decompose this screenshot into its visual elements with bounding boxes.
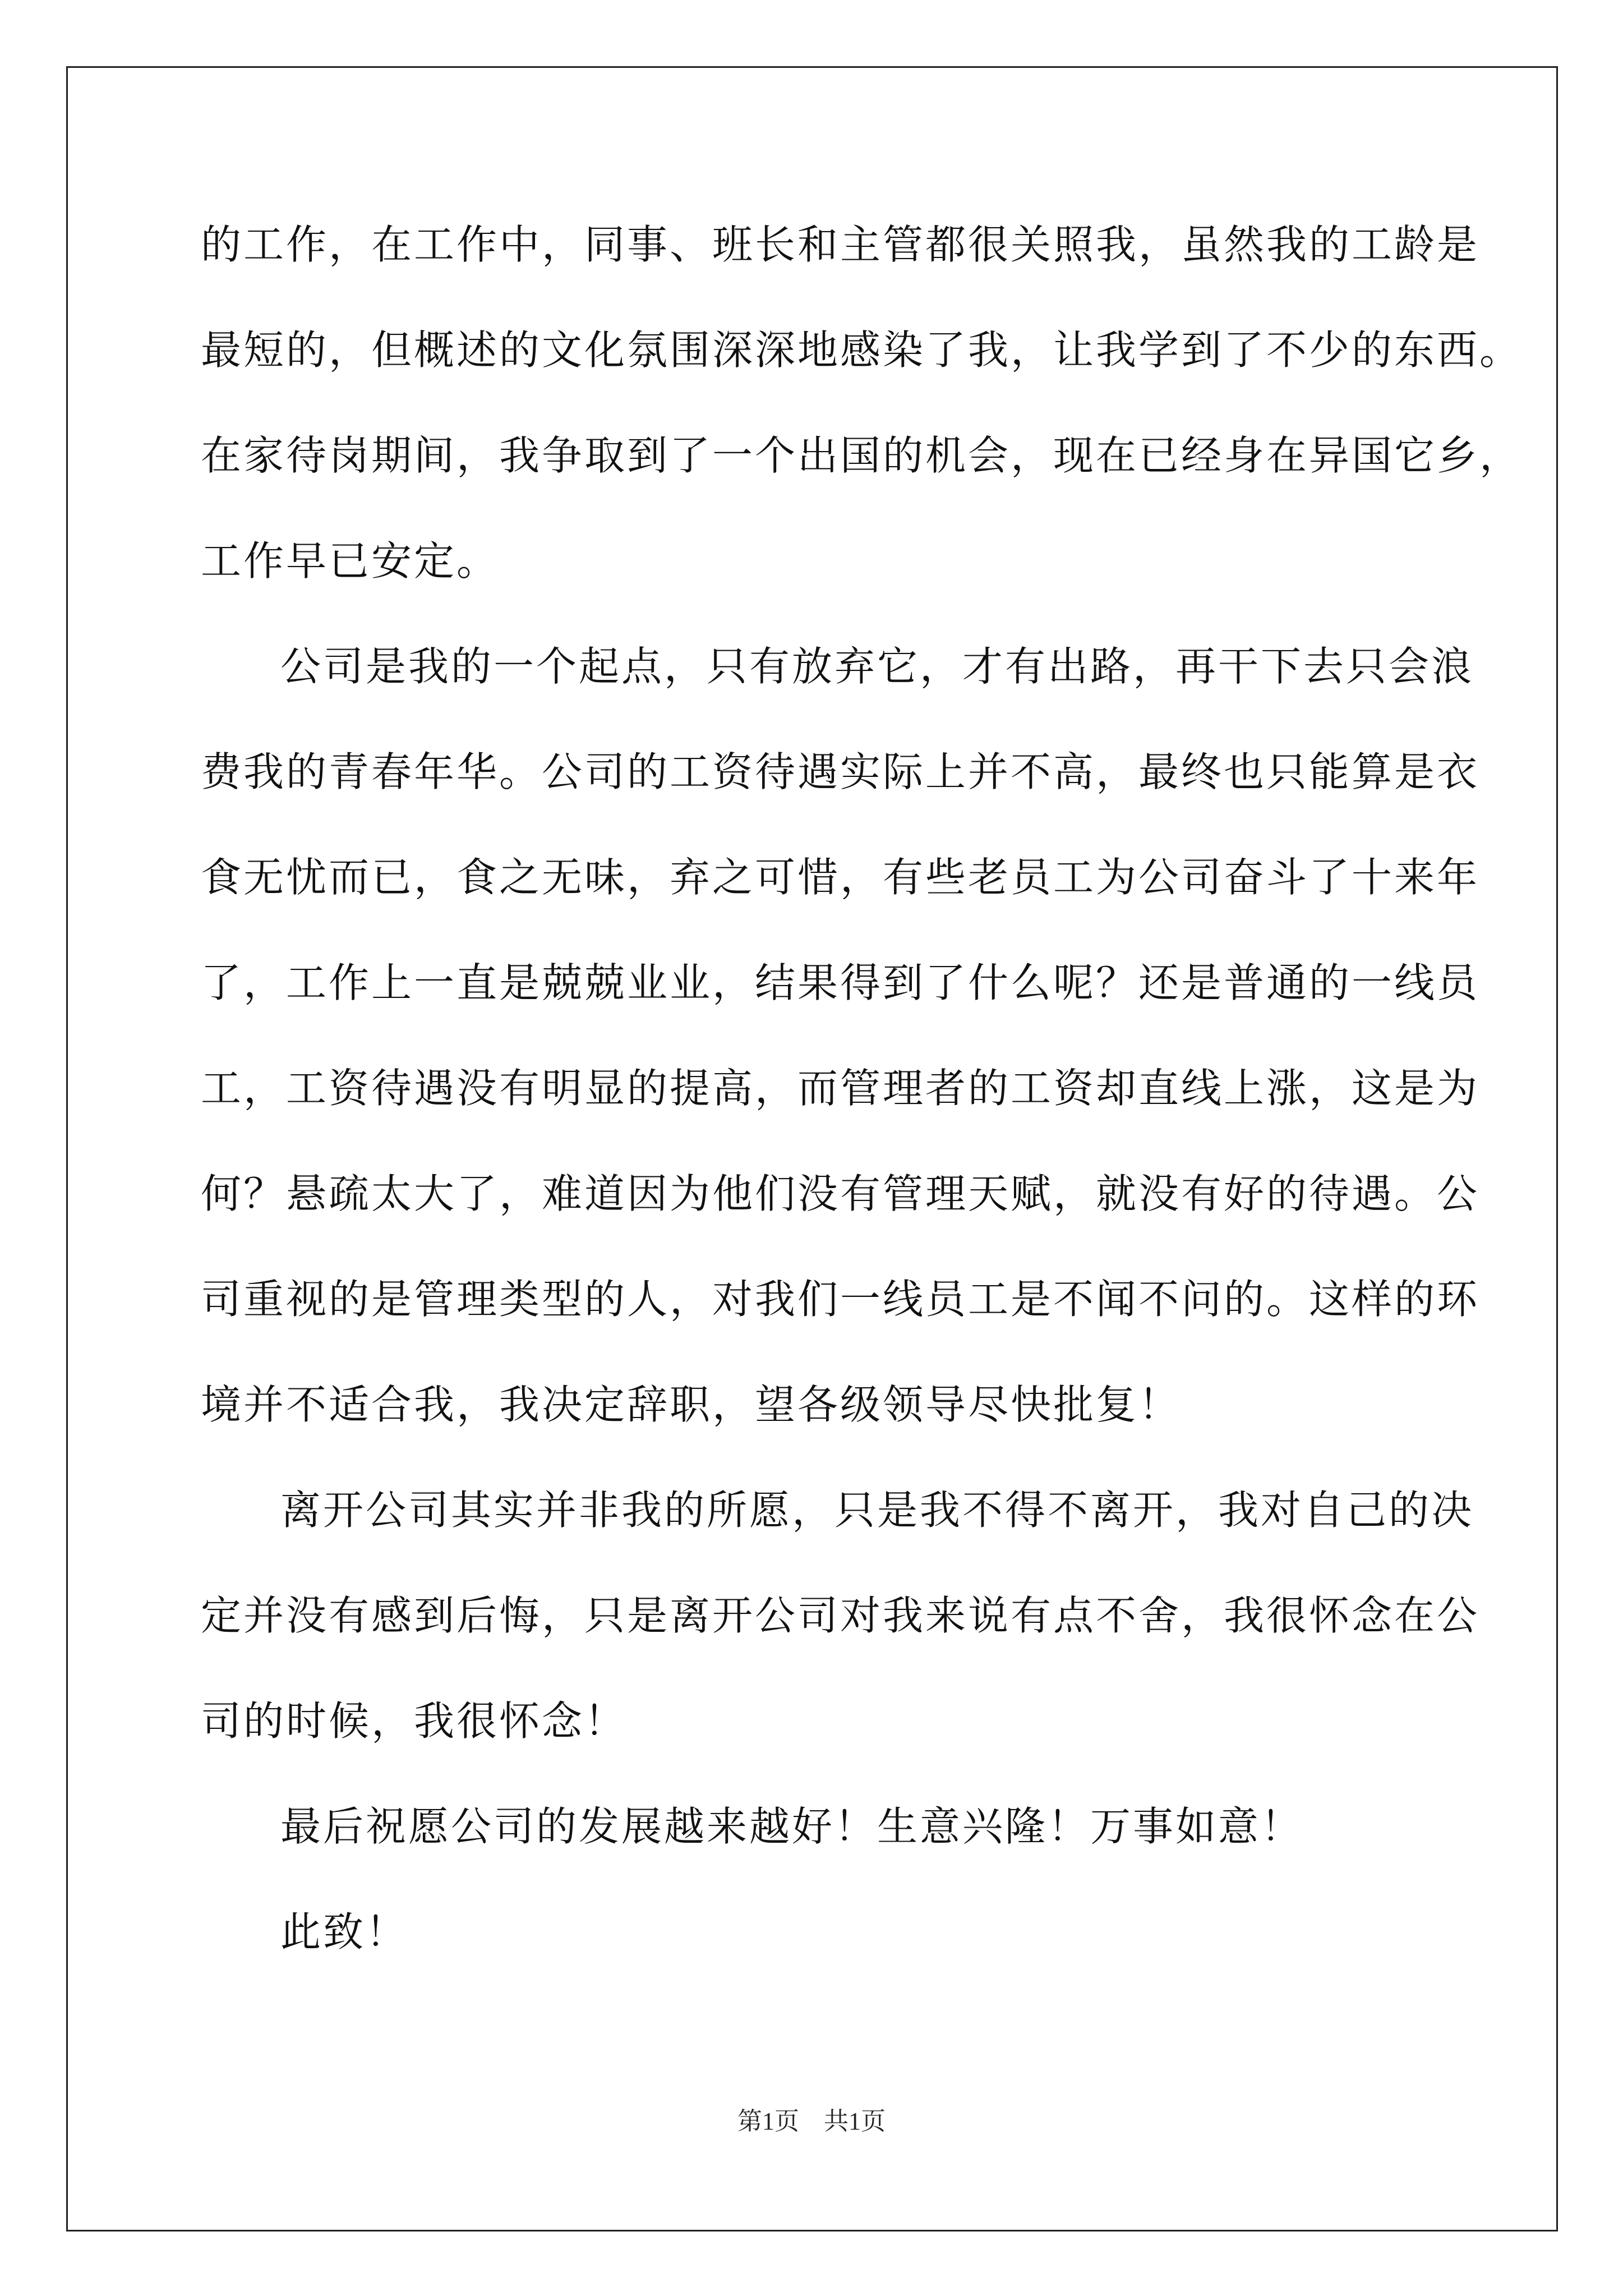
text-line-17: 此致！ (280, 1908, 409, 1955)
page-number-footer: 第1页 共1页 (737, 2108, 886, 2135)
text-line-1: 的工作，在工作中，同事、班长和主管都很关照我，虽然我的工龄是 (201, 221, 1480, 268)
text-line-15: 司的时候，我很怀念！ (201, 1697, 628, 1745)
text-line-14: 定并没有感到后悔，只是离开公司对我来说有点不舍，我很怀念在公 (201, 1592, 1480, 1639)
text-line-5: 公司是我的一个起点，只有放弃它，才有出路，再干下去只会浪 (280, 643, 1474, 690)
text-line-10: 何？悬疏太大了，难道因为他们没有管理天赋，就没有好的待遇。公 (201, 1170, 1480, 1217)
text-line-7: 食无忧而已，食之无味，弃之可惜，有些老员工为公司奋斗了十来年 (201, 854, 1480, 901)
text-line-11: 司重视的是管理类型的人，对我们一线员工是不闻不问的。这样的环 (201, 1276, 1480, 1323)
text-line-16: 最后祝愿公司的发展越来越好！生意兴隆！万事如意！ (280, 1803, 1304, 1850)
text-line-3: 在家待岗期间，我争取到了一个出国的机会，现在已经身在异国它乡， (201, 432, 1523, 479)
text-line-8: 了，工作上一直是兢兢业业，结果得到了什么呢？还是普通的一线员 (201, 959, 1480, 1006)
text-line-4: 工作早已安定。 (201, 537, 500, 585)
text-line-6: 费我的青春年华。公司的工资待遇实际上并不高，最终也只能算是衣 (201, 748, 1480, 795)
text-line-13: 离开公司其实并非我的所愿，只是我不得不离开，我对自己的决 (280, 1487, 1474, 1534)
text-line-12: 境并不适合我，我决定辞职，望各级领导尽快批复！ (201, 1381, 1182, 1428)
text-line-2: 最短的，但概述的文化氛围深深地感染了我，让我学到了不少的东西。 (201, 326, 1523, 374)
page-border (66, 66, 1558, 2231)
text-line-9: 工，工资待遇没有明显的提高，而管理者的工资却直线上涨，这是为 (201, 1065, 1480, 1112)
